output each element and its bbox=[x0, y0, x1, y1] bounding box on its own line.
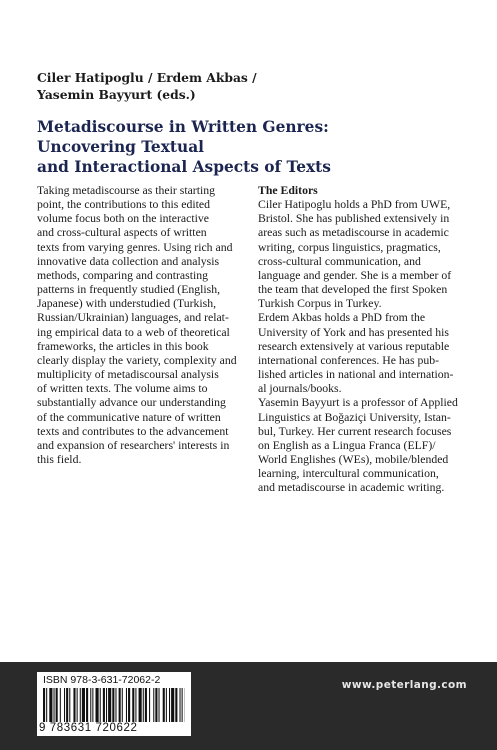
barcode-bar bbox=[155, 688, 157, 722]
barcode-bar bbox=[56, 688, 58, 722]
barcode-bar bbox=[149, 688, 150, 722]
barcode-digits: 9 783631 720622 bbox=[39, 722, 138, 734]
barcode-bar bbox=[171, 688, 174, 722]
bio-line: Erdem Akbas holds a PhD from the bbox=[258, 311, 426, 325]
editors-bio-column bbox=[258, 184, 468, 495]
bio-line: Bristol. She has published extensively in bbox=[258, 212, 450, 226]
blurb-line: ing empirical data to a web of theoretical bbox=[37, 325, 230, 339]
barcode-bar bbox=[163, 688, 165, 722]
bio-line: international conferences. He has pub- bbox=[258, 353, 440, 367]
bio-line: bul, Turkey. Her current research focuses bbox=[258, 424, 452, 438]
bio-line: University of York and has presented his bbox=[258, 325, 449, 339]
isbn-label: ISBN 978-3-631-72062-2 bbox=[43, 674, 161, 686]
barcode-bar bbox=[143, 688, 144, 722]
blurb-line: patterns in frequently studied (English, bbox=[37, 283, 221, 297]
barcode-bar bbox=[54, 688, 55, 722]
bio-line: cross-cultural communication, and bbox=[258, 254, 421, 268]
barcode-bar bbox=[90, 688, 91, 722]
bio-line: World Englishes (WEs), mobile/blended bbox=[258, 452, 449, 466]
editors-names bbox=[37, 70, 257, 103]
bio-line: Linguistics at Boğaziçi University, Istan- bbox=[258, 410, 451, 424]
book-title-line: Uncovering Textual bbox=[37, 138, 205, 156]
barcode-bar bbox=[180, 688, 181, 722]
blurb-line: and cross-cultural aspects of written bbox=[37, 226, 207, 240]
bio-line: Yasemin Bayyurt is a professor of Applied bbox=[258, 396, 458, 410]
barcode-bar bbox=[175, 688, 177, 722]
isbn-barcode-box bbox=[37, 672, 191, 736]
book-title-line: Metadiscourse in Written Genres: bbox=[37, 118, 329, 136]
barcode-bar bbox=[43, 688, 45, 722]
blurb-line: Taking metadiscourse as their starting bbox=[37, 184, 215, 197]
bio-line: lished articles in national and internation- bbox=[258, 368, 454, 382]
blurb-line: this field. bbox=[37, 452, 82, 466]
bio-line: areas such as metadiscourse in academic bbox=[258, 226, 449, 240]
barcode-bar bbox=[64, 688, 65, 722]
barcode-bar bbox=[69, 688, 70, 722]
barcode-bar bbox=[169, 688, 170, 722]
blurb-line: Japanese) with understudied (Turkish, bbox=[37, 297, 217, 311]
barcode-bar bbox=[122, 688, 123, 722]
blurb-line: texts and contributes to the advancement bbox=[37, 424, 229, 438]
bio-line: Turkish Corpus in Turkey. bbox=[258, 297, 382, 311]
blurb-line: innovative data collection and analysis bbox=[37, 254, 220, 268]
barcode-bar bbox=[128, 688, 130, 722]
blurb-line: and expansion of researchers' interests in bbox=[37, 438, 230, 452]
blurb-line: frameworks, the articles in this book bbox=[37, 339, 209, 353]
blurb-line: point, the contributions to this edited bbox=[37, 198, 210, 212]
bio-line: the team that developed the first Spoken bbox=[258, 283, 448, 297]
barcode-bar bbox=[182, 688, 183, 722]
barcode-bar bbox=[159, 688, 160, 722]
blurb-line: volume focus both on the interactive bbox=[37, 212, 209, 226]
barcode-bar bbox=[80, 688, 81, 722]
bio-line: al journals/books. bbox=[258, 382, 342, 396]
barcode-bar bbox=[46, 688, 47, 722]
barcode-bar bbox=[49, 688, 52, 722]
barcode-bar bbox=[139, 688, 142, 722]
blurb-line: substantially advance our understanding bbox=[37, 396, 226, 410]
barcode-bar bbox=[103, 688, 105, 722]
bio-line: Ciler Hatipoglu holds a PhD from UWE, bbox=[258, 198, 451, 212]
barcode-bar bbox=[115, 688, 116, 722]
barcode-bar bbox=[96, 688, 99, 722]
blurb-line: of written texts. The volume aims to bbox=[37, 382, 208, 396]
blurb-line: Russian/Ukrainian) languages, and relat- bbox=[37, 311, 229, 325]
barcode-bar bbox=[153, 688, 154, 722]
barcode-icon bbox=[43, 688, 185, 722]
barcode-bar bbox=[100, 688, 101, 722]
barcode-bar bbox=[73, 688, 75, 722]
barcode-bar bbox=[126, 688, 127, 722]
bio-line: writing, corpus linguistics, pragmatics, bbox=[258, 240, 441, 254]
barcode-bar bbox=[60, 688, 61, 722]
barcode-bar bbox=[66, 688, 68, 722]
barcode-bar bbox=[119, 688, 121, 722]
bio-line: research extensively at various reputable bbox=[258, 339, 450, 353]
barcode-bar bbox=[92, 688, 93, 722]
editors-names-line: Ciler Hatipoglu / Erdem Akbas / bbox=[37, 70, 257, 85]
blurb-column bbox=[37, 184, 243, 467]
barcode-bar bbox=[86, 688, 88, 722]
blurb-line: clearly display the variety, complexity and bbox=[37, 353, 237, 367]
bio-line: and metadiscourse in academic writing. bbox=[258, 481, 445, 495]
editors-names-line: Yasemin Bayyurt (eds.) bbox=[37, 86, 196, 102]
blurb-line: texts from varying genres. Using rich and bbox=[37, 240, 233, 254]
barcode-bar bbox=[135, 688, 136, 722]
publisher-website: www.peterlang.com bbox=[341, 679, 467, 691]
barcode-bar bbox=[145, 688, 147, 722]
barcode-bar bbox=[108, 688, 111, 722]
blurb-line: methods, comparing and contrasting bbox=[37, 268, 208, 282]
editors-heading: The Editors bbox=[258, 184, 318, 197]
barcode-bar bbox=[77, 688, 78, 722]
barcode-bar bbox=[106, 688, 107, 722]
blurb-line: multiplicity of metadiscoursal analysis bbox=[37, 368, 219, 382]
barcode-bar bbox=[112, 688, 114, 722]
bio-line: on English as a Lingua Franca (ELF)/ bbox=[258, 438, 436, 452]
book-title-line: and Interactional Aspects of Texts bbox=[37, 158, 331, 176]
barcode-bar bbox=[82, 688, 85, 722]
barcode-bar bbox=[132, 688, 134, 722]
bio-line: language and gender. She is a member of bbox=[258, 268, 452, 282]
book-title bbox=[37, 117, 467, 177]
blurb-line: of the communicative nature of written bbox=[37, 410, 221, 424]
barcode-bar bbox=[166, 688, 167, 722]
bio-line: learning, intercultural communication, bbox=[258, 467, 439, 481]
